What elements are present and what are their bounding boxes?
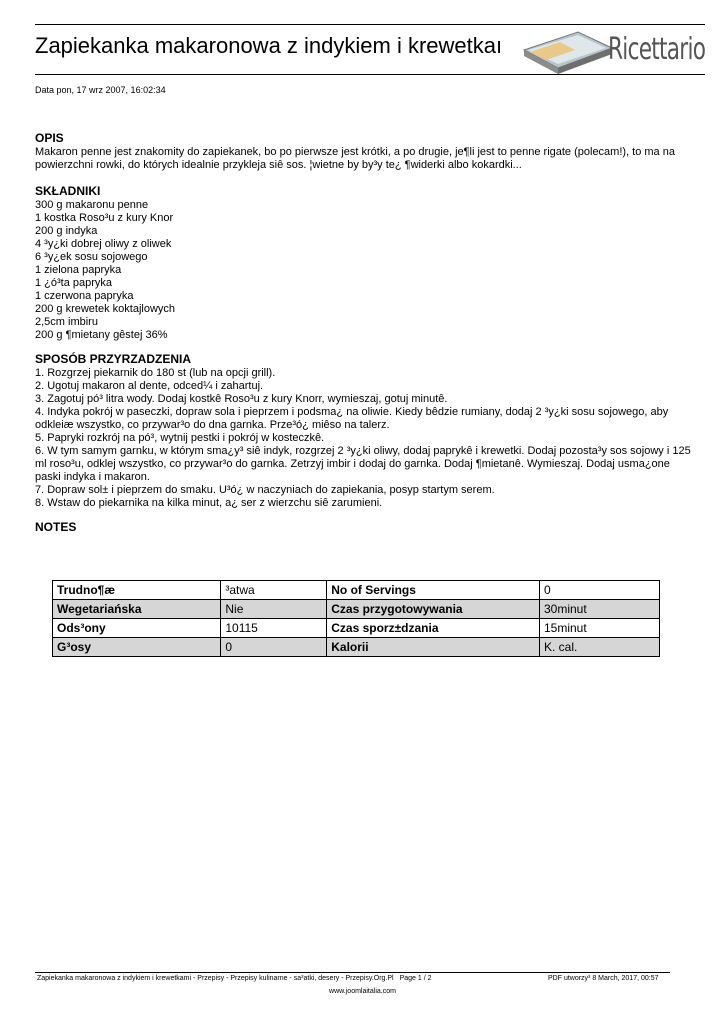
table-value: 30minut [539,600,659,619]
footer-pdf-created: PDF utworzy³ 8 March, 2017, 00:57 [548,975,659,982]
steps-list [35,367,695,510]
ingredient-item: 200 g indyka [35,225,98,237]
table-row [53,581,660,600]
ingredient-item: 1 ¿ó³ta papryka [35,277,113,289]
table-row [53,638,660,657]
logo-text: Ricettario [608,32,706,67]
table-value: 10115 [221,619,327,638]
opis-heading: OPIS [35,131,64,145]
step-item: 1. Rozgrzej piekarnik do 180 st (lub na opcji grill). [35,367,276,379]
step-item: 7. Dopraw sol± i pieprzem do smaku. U³ó¿ w naczyniach do zapiekania, posyp startym serem. [35,484,495,496]
ingredient-item: 1 kostka Roso³u z kury Knor [35,212,174,224]
sposob-section [35,352,695,510]
table-label: Wegetariańska [53,600,221,619]
table-value: Nie [221,600,327,619]
table-label: No of Servings [327,581,540,600]
footer-rule [35,972,670,973]
ingredient-item: 300 g makaronu penne [35,199,149,211]
ingredient-list [35,199,695,342]
table-label: Ods³ony [53,619,221,638]
step-item: 4. Indyka pokrój w paseczki, dopraw sola i pieprzem i podsma¿ na oliwie. Kiedy bêdzie rumiany, dodaj 2 ³y¿ki sosu sojowego, aby odkleiæ wszystko, co przywar³o do dna garnka. Prze³ó¿ miêso na talerz. [35,406,669,431]
footer-url: www.joomlaitalia.com [329,988,396,995]
recipe-info-table [52,580,660,657]
table-label: G³osy [53,638,221,657]
step-item: 3. Zagotuj pó³ litra wody. Dodaj kostkê Roso³u z kury Knorr, wymieszaj, gotuj minutê. [35,393,448,405]
title-rule [35,74,705,75]
table-label: Czas sporz±dzania [327,619,540,638]
ingredient-item: 6 ³y¿ek sosu sojowego [35,251,148,263]
notes-section [35,520,695,535]
table-label: Trudno¶æ [53,581,221,600]
table-row [53,619,660,638]
step-item: 5. Papryki rozkrój na pó³, wytnij pestki i pokrój w kosteczkê. [35,432,325,444]
ricettario-logo [520,22,710,80]
ingredient-item: 1 czerwona papryka [35,290,134,302]
skladniki-heading: SKŁADNIKI [35,184,101,198]
ingredient-item: 200 g krewetek koktajlowych [35,303,176,315]
opis-text: Makaron penne jest znakomity do zapiekanek, bo po pierwsze jest krótki, a po drugie, je¶li jest to penne rigate (polecam!), to ma na powierzchni rowki, do których idealnie przykleja siê sos. ¦wietne by by³y te¿ ¶widerki albo kokardki... [35,146,675,171]
step-item: 8. Wstaw do piekarnika na kilka minut, a¿ ser z wierzchu siê zarumieni. [35,497,383,509]
skladniki-section [35,184,695,342]
table-row [53,600,660,619]
footer-source [37,975,431,982]
date-line: Data pon, 17 wrz 2007, 16:02:34 [35,85,166,95]
footer-page-number: Page 1 / 2 [399,975,432,982]
table-value: K. cal. [539,638,659,657]
table-value: 0 [221,638,327,657]
ingredient-item: 200 g ¶mietany gêstej 36% [35,329,168,341]
footer-source-text: Zapiekanka makaronowa z indykiem i krewetkami - Przepisy - Przepisy kulinarne - sa³atki, desery - Przepisy.Org.Pl [37,975,394,982]
page-title: Zapiekanka makaronowa z indykiem i krewetkaı [35,33,503,58]
step-item: 2. Ugotuj makaron al dente, odced¼ i zahartuj. [35,380,264,392]
sposob-heading: SPOSÓB PRZYRZADZENIA [35,352,192,366]
table-value: 0 [539,581,659,600]
ingredient-item: 4 ³y¿ki dobrej oliwy z oliwek [35,238,172,250]
opis-section [35,131,695,172]
notes-heading: NOTES [35,520,77,534]
table-value: 15minut [539,619,659,638]
ingredient-item: 1 zielona papryka [35,264,122,276]
table-value: ³atwa [221,581,327,600]
table-label: Kalorii [327,638,540,657]
ingredient-item: 2,5cm imbiru [35,316,98,328]
table-label: Czas przygotowywania [327,600,540,619]
step-item: 6. W tym samym garnku, w którym sma¿y³ siê indyk, rozgrzej 2 ³y¿ki oliwy, dodaj paprykê i krewetki. Dodaj pozosta³y sos sojowy i 125 ml roso³u, odklej wszystko, co przywar³o do garnka. Zetrzyj imbir i dodaj do garnka. Dodaj ¶mietanê. Wymieszaj. Dodaj usma¿one paski indyka i makaron. [35,445,691,483]
